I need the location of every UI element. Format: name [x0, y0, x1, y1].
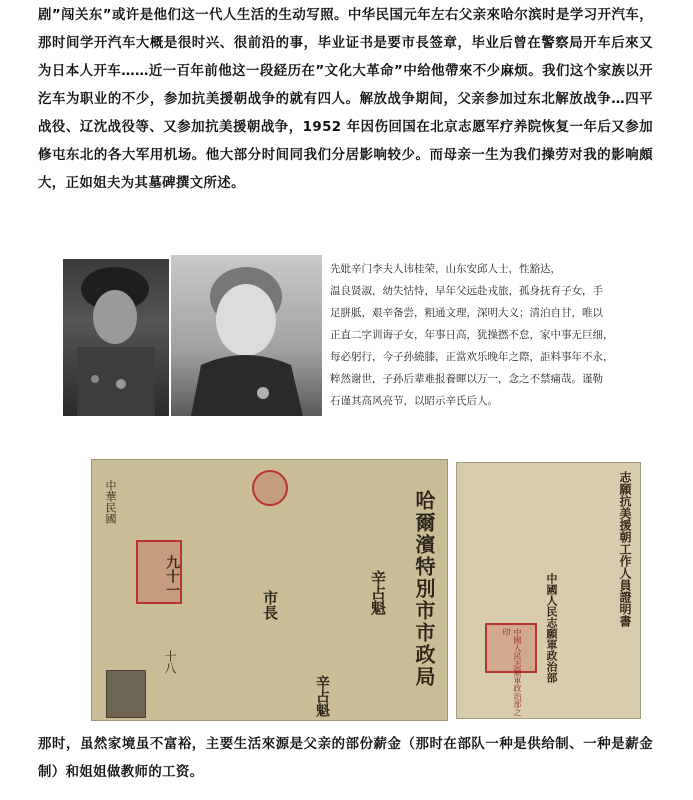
certificate-date: 九十一 [164, 555, 180, 597]
mother-portrait-image [171, 255, 322, 416]
body-paragraph-top: 剧”闯关东”或许是他们这一代人生活的生动写照。中华民国元年左右父亲來哈尔滨时是学习开汽车，那时间学开汽车大概是很时兴、很前沿的事，毕业证书是要市長签章，毕业后曾在警察局开车后來又为日本人开车……近一百年前他这一段経历在”文化大革命”中给他帶來不少麻烦。我们这个家族以开汔车为职业的不少，参加抗美援朝战争的就有四人。解放战争期间，父亲参加过东北解放战争…四平战役、辽沈战役等、又参加抗美援朝战争，1952 年因伤回国在北京志愿军疗养院恢复一年后又参加修屯东北的各大军用机场。他大部分时间同我们分居影响较少。而母亲一生为我们操劳对我的影响頗大，正如姐夫为其墓碑撰文所述。 [38, 8, 653, 191]
seal-text: 中國人民志願軍政治部之印 [502, 628, 522, 716]
epitaph-line: 先妣辛门李夫人讳桂荣，山东安邱人士，性豁达， [330, 263, 561, 275]
epitaph-line: 粹然谢世，子孙后辈难报養暉以万一，念之不禁痛哉。谨勒 [330, 373, 603, 385]
certificate-holder-name: 辛占魁 [369, 570, 387, 615]
certificate-name-signature: 辛占魁 [314, 675, 330, 717]
father-portrait-photo [63, 259, 169, 416]
epitaph-line: 温良贤淑，幼失怙恃，早年父远赴戎旅，孤身抚育子女，手 [330, 285, 603, 297]
certificate-year-label: 中華民國 [104, 480, 117, 524]
epitaph-line: 足胼胝，艰辛备尝，粗通文理，深明大义；清泊自甘，唯以 [330, 307, 603, 319]
volunteer-cert-title: 志願抗美援朝工作人員證明書 [618, 471, 632, 627]
body-paragraph-bottom: 那时，虽然家境虽不富裕，主要生活來源是父亲的部份薪金（那时在部队一种是供给制、一种是薪金制）和姐姐做教师的工资。 [38, 737, 653, 780]
epitaph-text-block [330, 258, 660, 412]
certificate-date-day: 十八 [163, 650, 177, 674]
soldier-portrait-image [63, 259, 169, 416]
epitaph-line: 石谨其高风亮节，以昭示辛氏后人。 [330, 395, 498, 407]
certificate-title: 哈爾濱特別市市政局 [412, 490, 436, 688]
mother-portrait-photo [171, 255, 322, 416]
volunteer-certificate-photo [456, 462, 641, 719]
certificate-seal-top [252, 470, 288, 506]
certificate-id-photo [106, 670, 146, 718]
epitaph-line: 每必躬行，今子孙繞膝，正當欢乐晚年之際，詎料事年不永， [330, 351, 614, 363]
epitaph-line: 正直二字训诲子女，年事日高，犹操撚不怠，家中事无巨细， [330, 329, 614, 341]
volunteer-cert-issuer: 中國人民志願軍政治部 [545, 573, 558, 683]
mayor-label: 市長 [261, 590, 279, 620]
driving-certificate-photo [91, 459, 448, 721]
